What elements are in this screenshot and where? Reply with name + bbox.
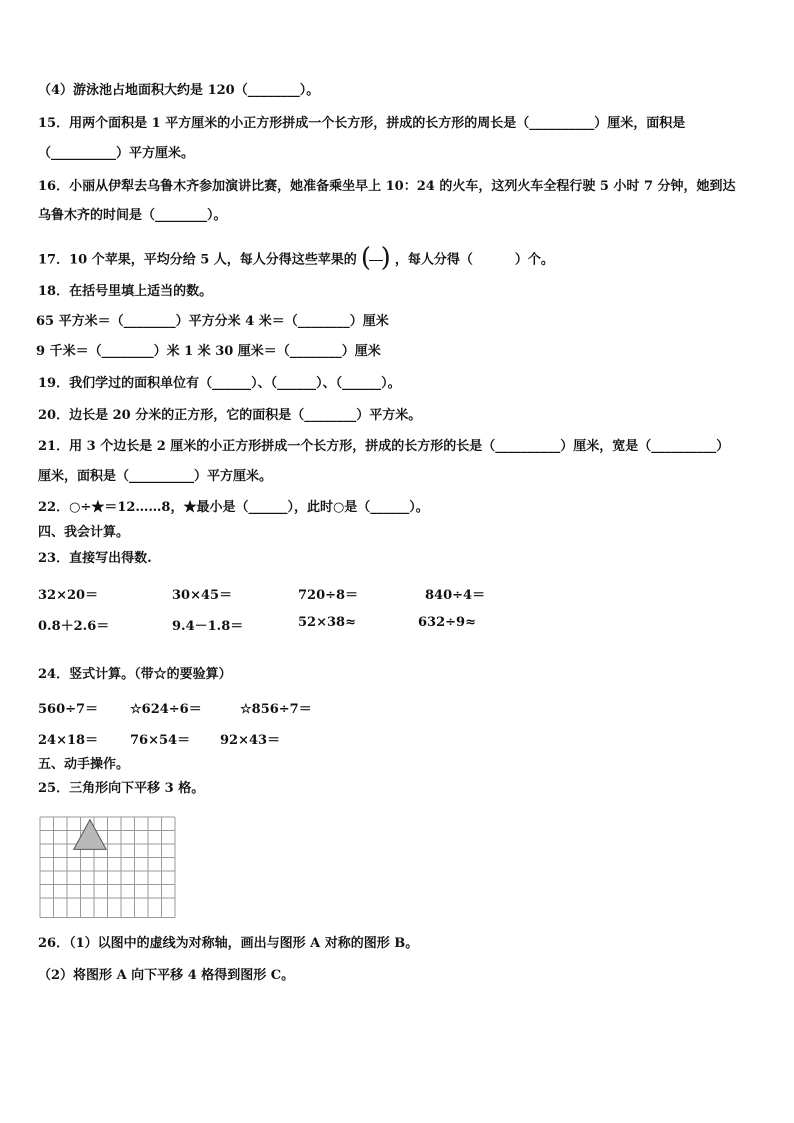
calc-item: 9.4－1.8＝	[172, 619, 244, 634]
q18-row2: 9 千米＝（________）米 1 米 30 厘米＝（________）厘米	[36, 344, 381, 359]
section5-heading: 五、动手操作。	[38, 757, 130, 772]
grid-lines	[40, 817, 175, 918]
calc-item: 52×38≈	[298, 615, 356, 630]
section4-heading: 四、我会计算。	[38, 525, 130, 540]
q16-line2: 乌鲁木齐的时间是（________）。	[38, 208, 227, 223]
calc-item: ☆856÷7＝	[240, 702, 312, 717]
calc-item: ☆624÷6＝	[130, 702, 202, 717]
q17-suffix: ）个。	[514, 252, 554, 268]
calc-item: 0.8＋2.6＝	[38, 619, 110, 634]
calc-item: 76×54＝	[130, 733, 191, 748]
q21-line1: 21．用 3 个边长是 2 厘米的小正方形拼成一个长方形，拼成的长方形的长是（__________）厘米，宽是（__________）	[38, 439, 730, 454]
q17-prefix: 17．10 个苹果，平均分给 5 人，每人分得这些苹果的	[38, 252, 357, 268]
q24-title: 24．竖式计算。（带☆的要验算）	[38, 667, 232, 682]
q26-part1: 26．（1）以图中的虚线为对称轴，画出与图形 A 对称的图形 B。	[38, 936, 419, 951]
q20-line: 20．边长是 20 分米的正方形，它的面积是（________）平方米。	[38, 408, 422, 423]
q19-line: 19．我们学过的面积单位有（______）、（______）、（______）。	[38, 376, 401, 391]
square-grid[interactable]	[39, 816, 177, 920]
q16-line1: 16．小丽从伊犁去乌鲁木齐参加演讲比赛，她准备乘坐早上 10：24 的火车，这列火车全程行驶 5 小时 7 分钟，她到达	[38, 179, 736, 194]
q18-row1: 65 平方米＝（________）平方分米 4 米＝（________）厘米	[36, 314, 389, 329]
calc-item: 840÷4＝	[425, 588, 486, 603]
calc-item: 560÷7＝	[38, 702, 99, 717]
q25-title: 25．三角形向下平移 3 格。	[38, 781, 205, 796]
triangle-shape[interactable]	[74, 820, 106, 850]
q15-line1: 15．用两个面积是 1 平方厘米的小正方形拼成一个长方形，拼成的长方形的周长是（__________）厘米，面积是	[38, 116, 686, 131]
q21-line2: 厘米，面积是（__________）平方厘米。	[38, 469, 273, 484]
calc-item: 30×45＝	[172, 588, 233, 603]
q22-line: 22．○÷★＝12……8，★最小是（______），此时○是（______）。	[38, 500, 429, 515]
q17-line	[38, 245, 554, 275]
calc-item: 92×43＝	[220, 733, 281, 748]
q26-part2: （2）将图形 A 向下平移 4 格得到图形 C。	[38, 968, 295, 983]
calc-item: 720÷8＝	[298, 588, 359, 603]
calc-item: 32×20＝	[38, 588, 99, 603]
q15-line2: （__________）平方厘米。	[38, 146, 195, 161]
q14-part4: （4）游泳池占地面积大约是 120（________）。	[38, 83, 320, 98]
q18-title: 18．在括号里填上适当的数。	[38, 284, 213, 299]
q23-title: 23．直接写出得数.	[38, 551, 152, 566]
calc-item: 632÷9≈	[418, 615, 476, 630]
fraction-blank[interactable]: ( )	[360, 243, 391, 273]
q17-middle: ，每人分得（	[394, 252, 473, 268]
calc-item: 24×18＝	[38, 733, 99, 748]
